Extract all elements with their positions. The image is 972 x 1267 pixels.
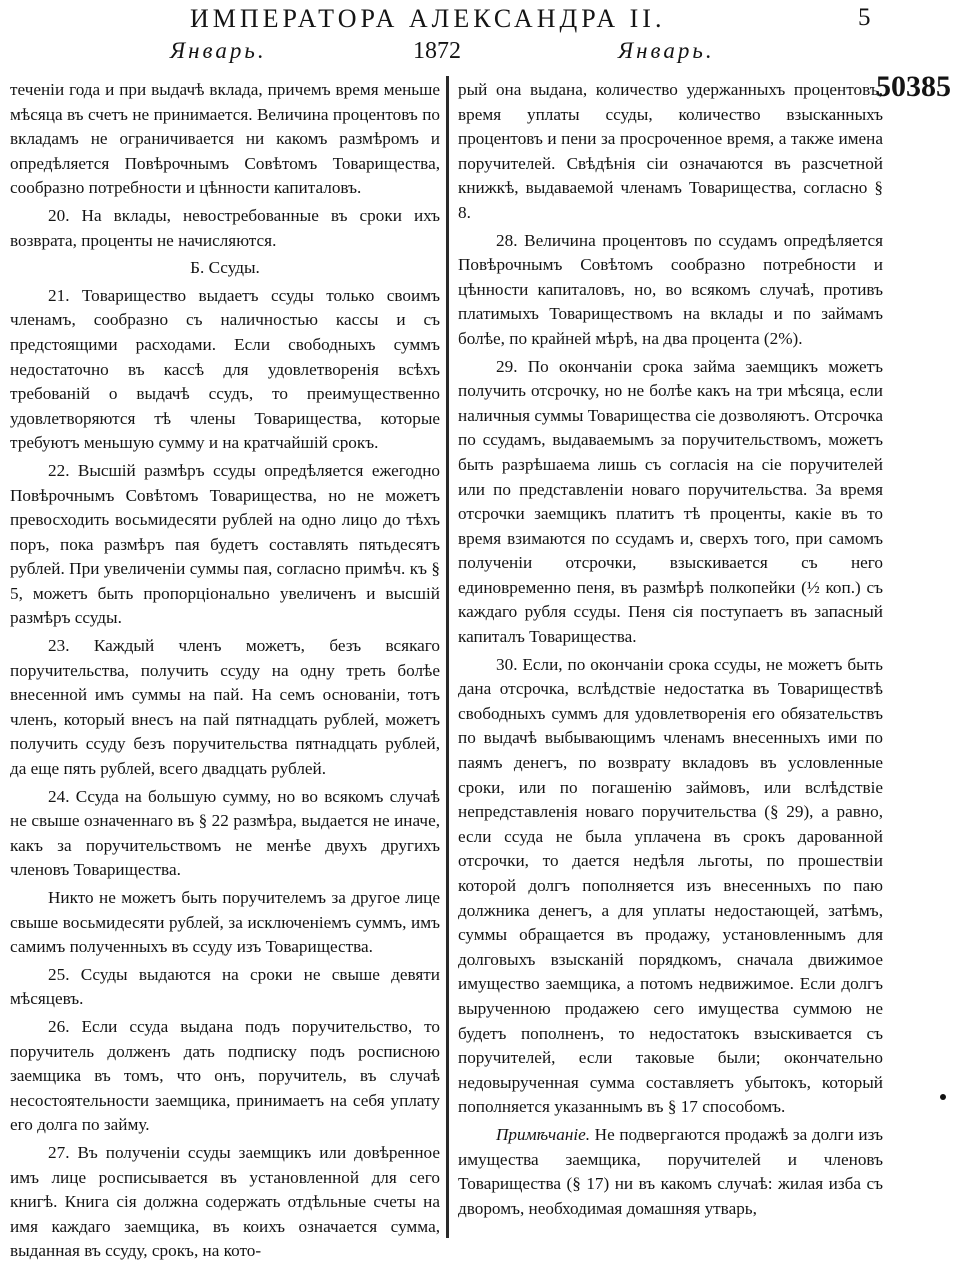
article-21: 21. Товарищество выдаетъ ссуды только своимъ членамъ, сообразно съ наличностью кассы и съ предстоящими расходами. Если свободныхъ суммъ недостаточно въ кассѣ для удовлетворенія всѣхъ требованій о выдачѣ ссудъ, то преимущественно удовлетворяются тѣ члены Товарищества, которые требуютъ меньшую сумму и на кратчайшій срокъ. [10, 285, 440, 453]
article-30: 30. Если, по окончаніи срока ссуды, не можетъ быть дана отсрочка, вслѣдствіе недостатка въ Товариществѣ свободныхъ суммъ для удовлетворенія его обязательствъ по выдачѣ выбывающимъ членамъ внесенныхъ ими по паямъ денегъ, по возврату вкладовъ въ условленные сроки, или по погашенію займовъ, или вслѣдствіе непредставленія новаго поручительства (§ 29), а равно, если ссуда не была уплачена въ срокъ дарованной отсрочки, то дается недѣля льготы, по прошествіи которой долгъ пополняется изъ внесенныхъ по паю должника денегъ, а для уплаты недостающей, затѣмъ, суммы обращается въ продажу, установленнымъ для долговыхъ взысканій порядкомъ, сначала движимое имущество заемщика, а потомъ недвижимое. Если долгъ вырученною продажею сего имущества суммою не будетъ пополненъ, то недостатокъ взыскивается съ поручителей, если таковые были; окончательно недовырученная сумма составляетъ убытокъ, который пополняется указаннымъ въ § 17 способомъ. [458, 654, 883, 1117]
note-text: Не подвергаются продажѣ за долги изъ имущества заемщика, поручителей и членовъ Товарищества (§ 17) ни въ какомъ случаѣ: жилая изба съ дворомъ, необходимая домашняя утварь, [458, 1124, 883, 1218]
note-paragraph [458, 1123, 883, 1221]
article-24: 24. Ссуда на большую сумму, но во всякомъ случаѣ не свыше означеннаго въ § 22 размѣра, выдается не иначе, какъ за поручительствомъ не менѣе двухъ другихъ членовъ Товарищества. [10, 786, 440, 880]
article-27: 27. Въ полученіи ссуды заемщикъ или довѣренное имъ лице росписывается въ установленной для сего книгѣ. Книга сія должна содержать отдѣльные счеты на имя каждаго заемщика, въ коихъ означается сумма, выданная въ ссуду, срокъ, на кото- [10, 1142, 440, 1261]
article-24-continued: Никто не можетъ быть поручителемъ за другое лице свыше восьмидесяти рублей, за исключеніемъ суммъ, имъ самимъ полученныхъ въ ссуду изъ Товарищества. [10, 888, 440, 957]
paragraph-continued: теченіи года и при выдачѣ вклада, причемъ время меньше мѣсяца въ счетъ не принимается. Величина процентовъ по вкладамъ не ограничивается ни какомъ размѣромъ и опредѣляется Повѣрочнымъ Совѣтомъ Товарищества, сообразно потребности и цѣнности капиталовъ. [10, 80, 440, 198]
month-left: Январь. [170, 38, 267, 63]
article-26: 26. Если ссуда выдана подъ поручительство, то поручитель долженъ дать подписку подъ росписною заемщика въ томъ, что онъ, поручитель, въ случаѣ несостоятельности заемщика, принимаетъ на себя уплату его долга по займу. [10, 1016, 440, 1135]
article-29: 29. По окончаніи срока займа заемщикъ можетъ получить отсрочку, но не болѣе какъ на три мѣсяца, если наличныя суммы Товарищества сіе дозволяютъ. Отсрочка по ссудамъ, выдаваемымъ за поручительствомъ, можетъ быть разрѣшаема лишь съ согласія на сіе поручителей или по представленіи новаго поручительства. За время отсрочки заемщикъ платитъ тѣ проценты, какіе въ то время взимаются по ссудамъ и, сверхъ того, при самомъ полученіи отсрочки, взыскивается съ него единовременно пеня, въ размѣрѣ полкопейки (½ коп.) съ каждаго рубля ссуды. Пеня сія поступаетъ въ запасный капиталъ Товарищества. [458, 356, 883, 647]
article-25: 25. Ссуды выдаются на сроки не свыше девяти мѣсяцевъ. [10, 964, 440, 1009]
column-divider [446, 76, 449, 1238]
margin-dot-mark [940, 1094, 946, 1100]
right-column [458, 78, 883, 1224]
article-22: 22. Высшій размѣръ ссуды опредѣляется ежегодно Повѣрочнымъ Совѣтомъ Товарищества, но не можетъ превосходить восьмидесяти рублей на одно лицо до тѣхъ поръ, пока размѣръ пая будетъ составлять пятьдесятъ рублей. При увеличеніи суммы пая, согласно примѣч. къ § 5, можетъ быть пропорціонально увеличенъ и высшій размѣръ ссуды. [10, 460, 440, 628]
running-title: ИМПЕРАТОРА АЛЕКСАНДРА II. [190, 4, 666, 33]
month-right: Январь. [618, 38, 715, 63]
law-number-stamp: 50385 [876, 70, 951, 103]
paragraph-continued-right: рый она выдана, количество удержанныхъ процентовъ, время уплаты ссуды, количество взысканныхъ процентовъ и пени за просроченное время, а также имена поручителей. Свѣдѣнія сіи означаются въ разсчетной книжкѣ, выдаваемой членамъ Товарищества, согласно § 8. [458, 80, 883, 222]
article-28: 28. Величина процентовъ по ссудамъ опредѣляется Повѣрочнымъ Совѣтомъ сообразно потребности и цѣнности капиталовъ, но, во всякомъ случаѣ, противъ платимыхъ Товариществомъ на вклады и по займамъ болѣе, по крайней мѣрѣ, на два процента (2%). [458, 230, 883, 348]
article-23: 23. Каждый членъ можетъ, безъ всякаго поручительства, получить ссуду на одну треть болѣе внесенной имъ суммы на пай. На семъ основаніи, тотъ членъ, который внесъ на пай пятнадцать рублей, можетъ получить ссуду безъ поручительства пятнадцать рублей, да еще пять рублей, всего двадцать рублей. [10, 636, 440, 779]
page-number: 5 [858, 4, 871, 31]
note-label: Примѣчаніе. [496, 1124, 591, 1144]
section-heading: Б. Ссуды. [190, 258, 260, 278]
article-20: 20. На вклады, невостребованные въ сроки ихъ возврата, проценты не начисляются. [10, 205, 440, 250]
page-header [0, 0, 972, 70]
year: 1872 [413, 38, 461, 64]
left-column [10, 78, 440, 1267]
